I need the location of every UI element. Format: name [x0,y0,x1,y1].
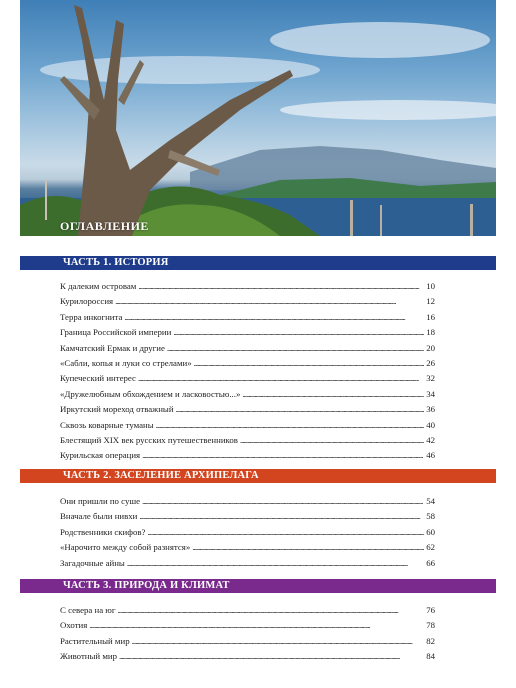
dot-leader [167,341,424,356]
toc-entry[interactable] [60,494,435,509]
toc-entry-title: Растительный мир [60,635,130,646]
toc-entry-page: 58 [426,511,435,522]
toc-entry-title: «Дружелюбным обхождением и ласковостью...» [60,388,241,399]
toc-entry-page: 40 [426,419,435,430]
toc-entry-page: 36 [426,404,435,415]
toc-entry-page: 76 [426,605,435,615]
toc-list [60,603,435,665]
toc-entry-title: Граница Российской империи [60,327,172,338]
toc-entry-page: 82 [426,635,435,646]
toc-entry-title: Курилороссия [60,296,114,307]
toc-entry-page: 32 [426,373,435,384]
toc-entry-title: Курильская операция [60,450,141,461]
toc-entry-title: Вначале были нивхи [60,511,138,522]
toc-entry-page: 26 [426,357,435,368]
dot-leader [240,433,424,448]
dot-leader [138,371,424,386]
cover-photo [20,0,496,236]
toc-entry[interactable] [60,356,435,371]
toc-entry-title: Животный мир [60,651,118,662]
toc-entry-page: 62 [426,542,435,553]
dot-leader [132,634,425,649]
toc-entry[interactable] [60,448,435,463]
toc-entry[interactable] [60,294,435,309]
dot-leader [194,356,425,371]
section-header [20,469,496,483]
toc-list [60,494,435,571]
toc-entry-title: «Сабли, копья и луки со стрелами» [60,357,192,368]
toc-entry-page: 10 [426,281,435,291]
toc-entry[interactable] [60,540,435,555]
toc-entry[interactable] [60,556,435,571]
toc-entry-page: 78 [426,620,435,631]
dot-leader [127,556,424,571]
dot-leader [147,525,424,540]
dot-leader [124,310,424,325]
dot-leader [176,402,425,417]
dot-leader [142,494,424,509]
toc-entry[interactable] [60,310,435,325]
dot-leader [156,418,425,433]
toc-entry-page: 18 [426,327,435,338]
toc-entry-page: 66 [426,557,435,568]
dot-leader [142,448,424,463]
toc-entry-page: 60 [426,526,435,537]
toc-entry-title: К далеким островам [60,281,137,291]
toc-entry[interactable] [60,371,435,386]
toc-entry[interactable] [60,279,435,294]
dot-leader [173,325,424,340]
toc-entry[interactable] [60,387,435,402]
toc-entry[interactable] [60,618,435,633]
toc-entry[interactable] [60,634,435,649]
dot-leader [138,279,424,294]
section-header [20,256,496,270]
dot-leader [192,540,424,555]
toc-entry-title: Они пришли по суше [60,496,141,506]
section-title: ЧАСТЬ 1. ИСТОРИЯ [63,257,169,268]
toc-entry-title: «Нарочито между собой разнятся» [60,542,191,553]
toc-entry-title: Блестящий XIX век русских путешественников [60,434,238,445]
toc-entry[interactable] [60,418,435,433]
toc-entry-title: Купеческий интерес [60,373,136,384]
toc-entry[interactable] [60,402,435,417]
toc-entry-title: Сквозь коварные туманы [60,419,154,430]
toc-entry-title: Родственники скифов? [60,526,146,537]
dot-leader [119,649,424,664]
toc-entry-title: Загадочные айны [60,557,125,568]
toc-entry-title: Иркутский мореход отважный [60,404,174,415]
toc-entry-page: 12 [426,296,435,307]
toc-entry[interactable] [60,341,435,356]
section-header [20,579,496,593]
toc-entry-page: 46 [426,450,435,461]
toc-entry[interactable] [60,325,435,340]
dot-leader [139,509,424,524]
toc-entry[interactable] [60,649,435,664]
toc-entry[interactable] [60,509,435,524]
dot-leader [117,603,424,618]
dot-leader [89,618,424,633]
toc-entry[interactable] [60,433,435,448]
toc-entry-title: Терра инкогнита [60,311,123,322]
toc-entry-page: 20 [426,342,435,353]
section-title: ЧАСТЬ 3. ПРИРОДА И КЛИМАТ [63,580,230,591]
toc-entry-page: 16 [426,311,435,322]
toc-entry-title: С севера на юг [60,605,116,615]
toc-entry-title: Охотия [60,620,88,631]
toc-entry[interactable] [60,603,435,618]
landscape-illustration [20,0,496,236]
toc-entry-title: Камчатский Ермак и другие [60,342,165,353]
section-title: ЧАСТЬ 2. ЗАСЕЛЕНИЕ АРХИПЕЛАГА [63,470,259,481]
toc-entry-page: 84 [426,651,435,662]
toc-entry-page: 54 [426,496,435,506]
toc-entry-page: 42 [426,434,435,445]
toc-entry[interactable] [60,525,435,540]
dot-leader [242,387,424,402]
toc-list [60,279,435,464]
toc-entry-page: 34 [426,388,435,399]
dot-leader [115,294,424,309]
contents-title: ОГЛАВЛЕНИЕ [60,219,149,233]
